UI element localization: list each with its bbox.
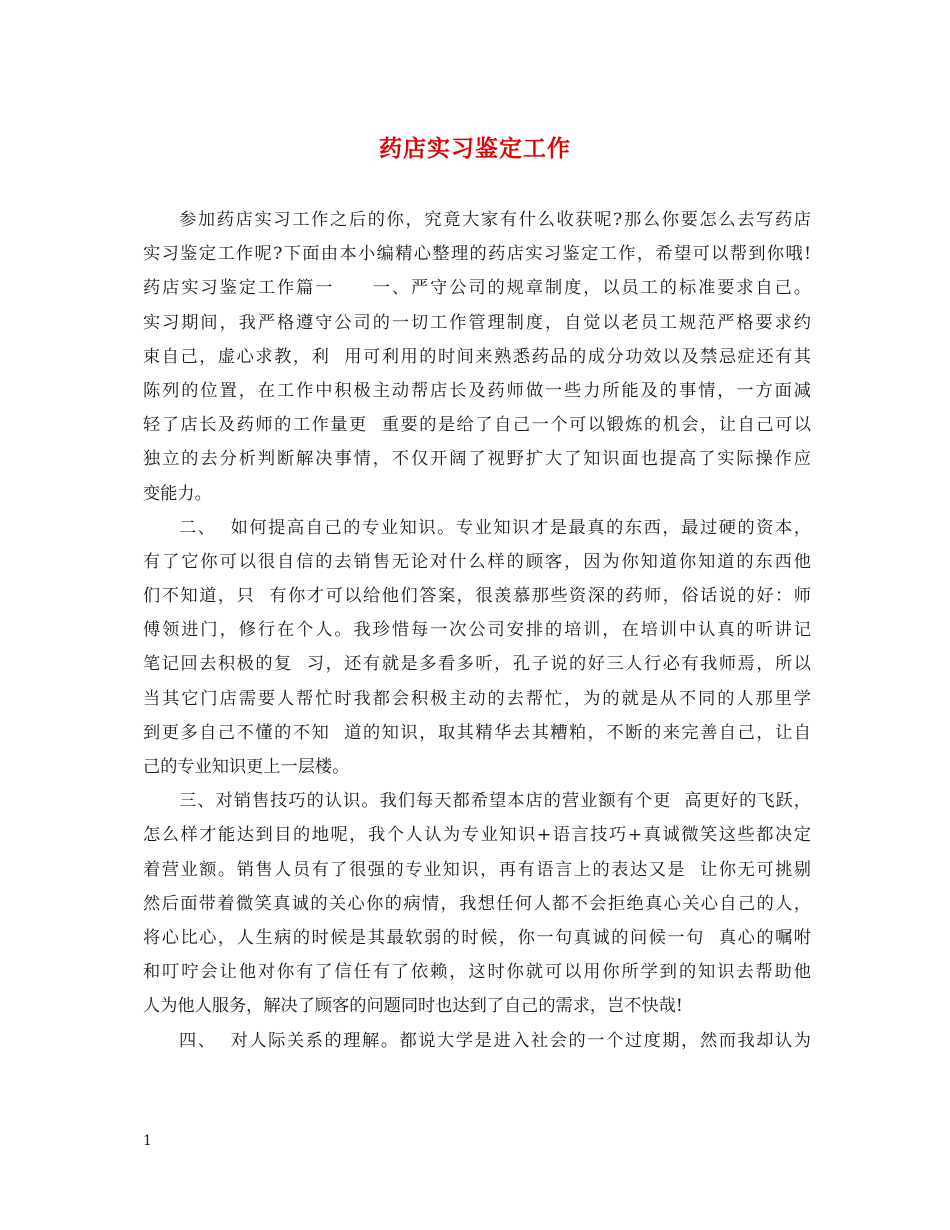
text-line: 实习期间，我严格遵守公司的一切工作管理制度，自觉以老员工规范严格要求约 bbox=[143, 312, 811, 333]
text-line: 己的专业知识更上一层楼。 bbox=[143, 757, 350, 777]
document-title: 药店实习鉴定工作 bbox=[379, 135, 571, 162]
document-body bbox=[143, 203, 811, 1058]
text-line: 傅领进门，修行在个人。我珍惜每一次公司安排的培训，在培训中认真的听讲记 bbox=[143, 620, 811, 641]
text-line: 到更多自己不懂的不知 道的知识，取其精华去其糟粕，不断的来完善自己，让自 bbox=[143, 722, 811, 743]
text-line: 笔记回去积极的复 习，还有就是多看多听，孔子说的好三人行必有我师焉，所以 bbox=[143, 654, 811, 675]
text-line: 四、 对人际关系的理解。都说大学是进入社会的一个过度期，然而我却认为 bbox=[179, 1030, 811, 1051]
text-line: 怎么样才能达到目的地呢，我个人认为专业知识+语言技巧+真诚微笑这些都决定 bbox=[143, 825, 811, 846]
text-line: 当其它门店需要人帮忙时我都会积极主动的去帮忙，为的就是从不同的人那里学 bbox=[143, 688, 811, 709]
text-line: 们不知道，只 有你才可以给他们答案，很羡慕那些资深的药师，俗话说的好：师 bbox=[143, 586, 811, 607]
text-line: 束自己，虚心求教，利 用可利用的时间来熟悉药品的成分功效以及禁忌症还有其 bbox=[143, 346, 811, 367]
text-line: 药店实习鉴定工作篇一 一、严守公司的规章制度，以员工的标准要求自己。 bbox=[143, 278, 811, 299]
text-line: 实习鉴定工作呢?下面由本小编精心整理的药店实习鉴定工作，希望可以帮到你哦! bbox=[143, 244, 811, 265]
text-line: 然后面带着微笑真诚的关心你的病情，我想任何人都不会拒绝真心关心自己的人， bbox=[143, 893, 811, 914]
text-line: 将心比心，人生病的时候是其最软弱的时候，你一句真诚的问候一句 真心的嘱咐 bbox=[143, 927, 811, 948]
text-line: 变能力。 bbox=[143, 483, 212, 504]
text-line: 人为他人服务，解决了顾客的问题同时也达到了自己的需求，岂不快哉! bbox=[143, 996, 683, 1017]
text-line: 独立的去分析判断解决事情，不仅开阔了视野扩大了知识面也提高了实际操作应 bbox=[143, 449, 811, 470]
text-line: 三、对销售技巧的认识。我们每天都希望本店的营业额有个更 高更好的飞跃， bbox=[179, 791, 811, 812]
text-line: 和叮咛会让他对你有了信任有了依赖，这时你就可以用你所学到的知识去帮助他 bbox=[143, 962, 811, 983]
text-line: 陈列的位置，在工作中积极主动帮店长及药师做一些力所能及的事情，一方面减 bbox=[143, 380, 811, 401]
page-number: 1 bbox=[143, 1133, 152, 1149]
text-line: 二、 如何提高自己的专业知识。专业知识才是最真的东西，最过硬的资本， bbox=[179, 517, 811, 538]
text-line: 有了它你可以很自信的去销售无论对什么样的顾客，因为你知道你知道的东西他 bbox=[143, 551, 811, 572]
text-line: 轻了店长及药师的工作量更 重要的是给了自己一个可以锻炼的机会，让自己可以 bbox=[143, 415, 811, 436]
text-line: 着营业额。销售人员有了很强的专业知识，再有语言上的表达又是 让你无可挑剔 bbox=[143, 859, 811, 880]
text-line: 参加药店实习工作之后的你，究竟大家有什么收获呢?那么你要怎么去写药店 bbox=[179, 210, 811, 230]
